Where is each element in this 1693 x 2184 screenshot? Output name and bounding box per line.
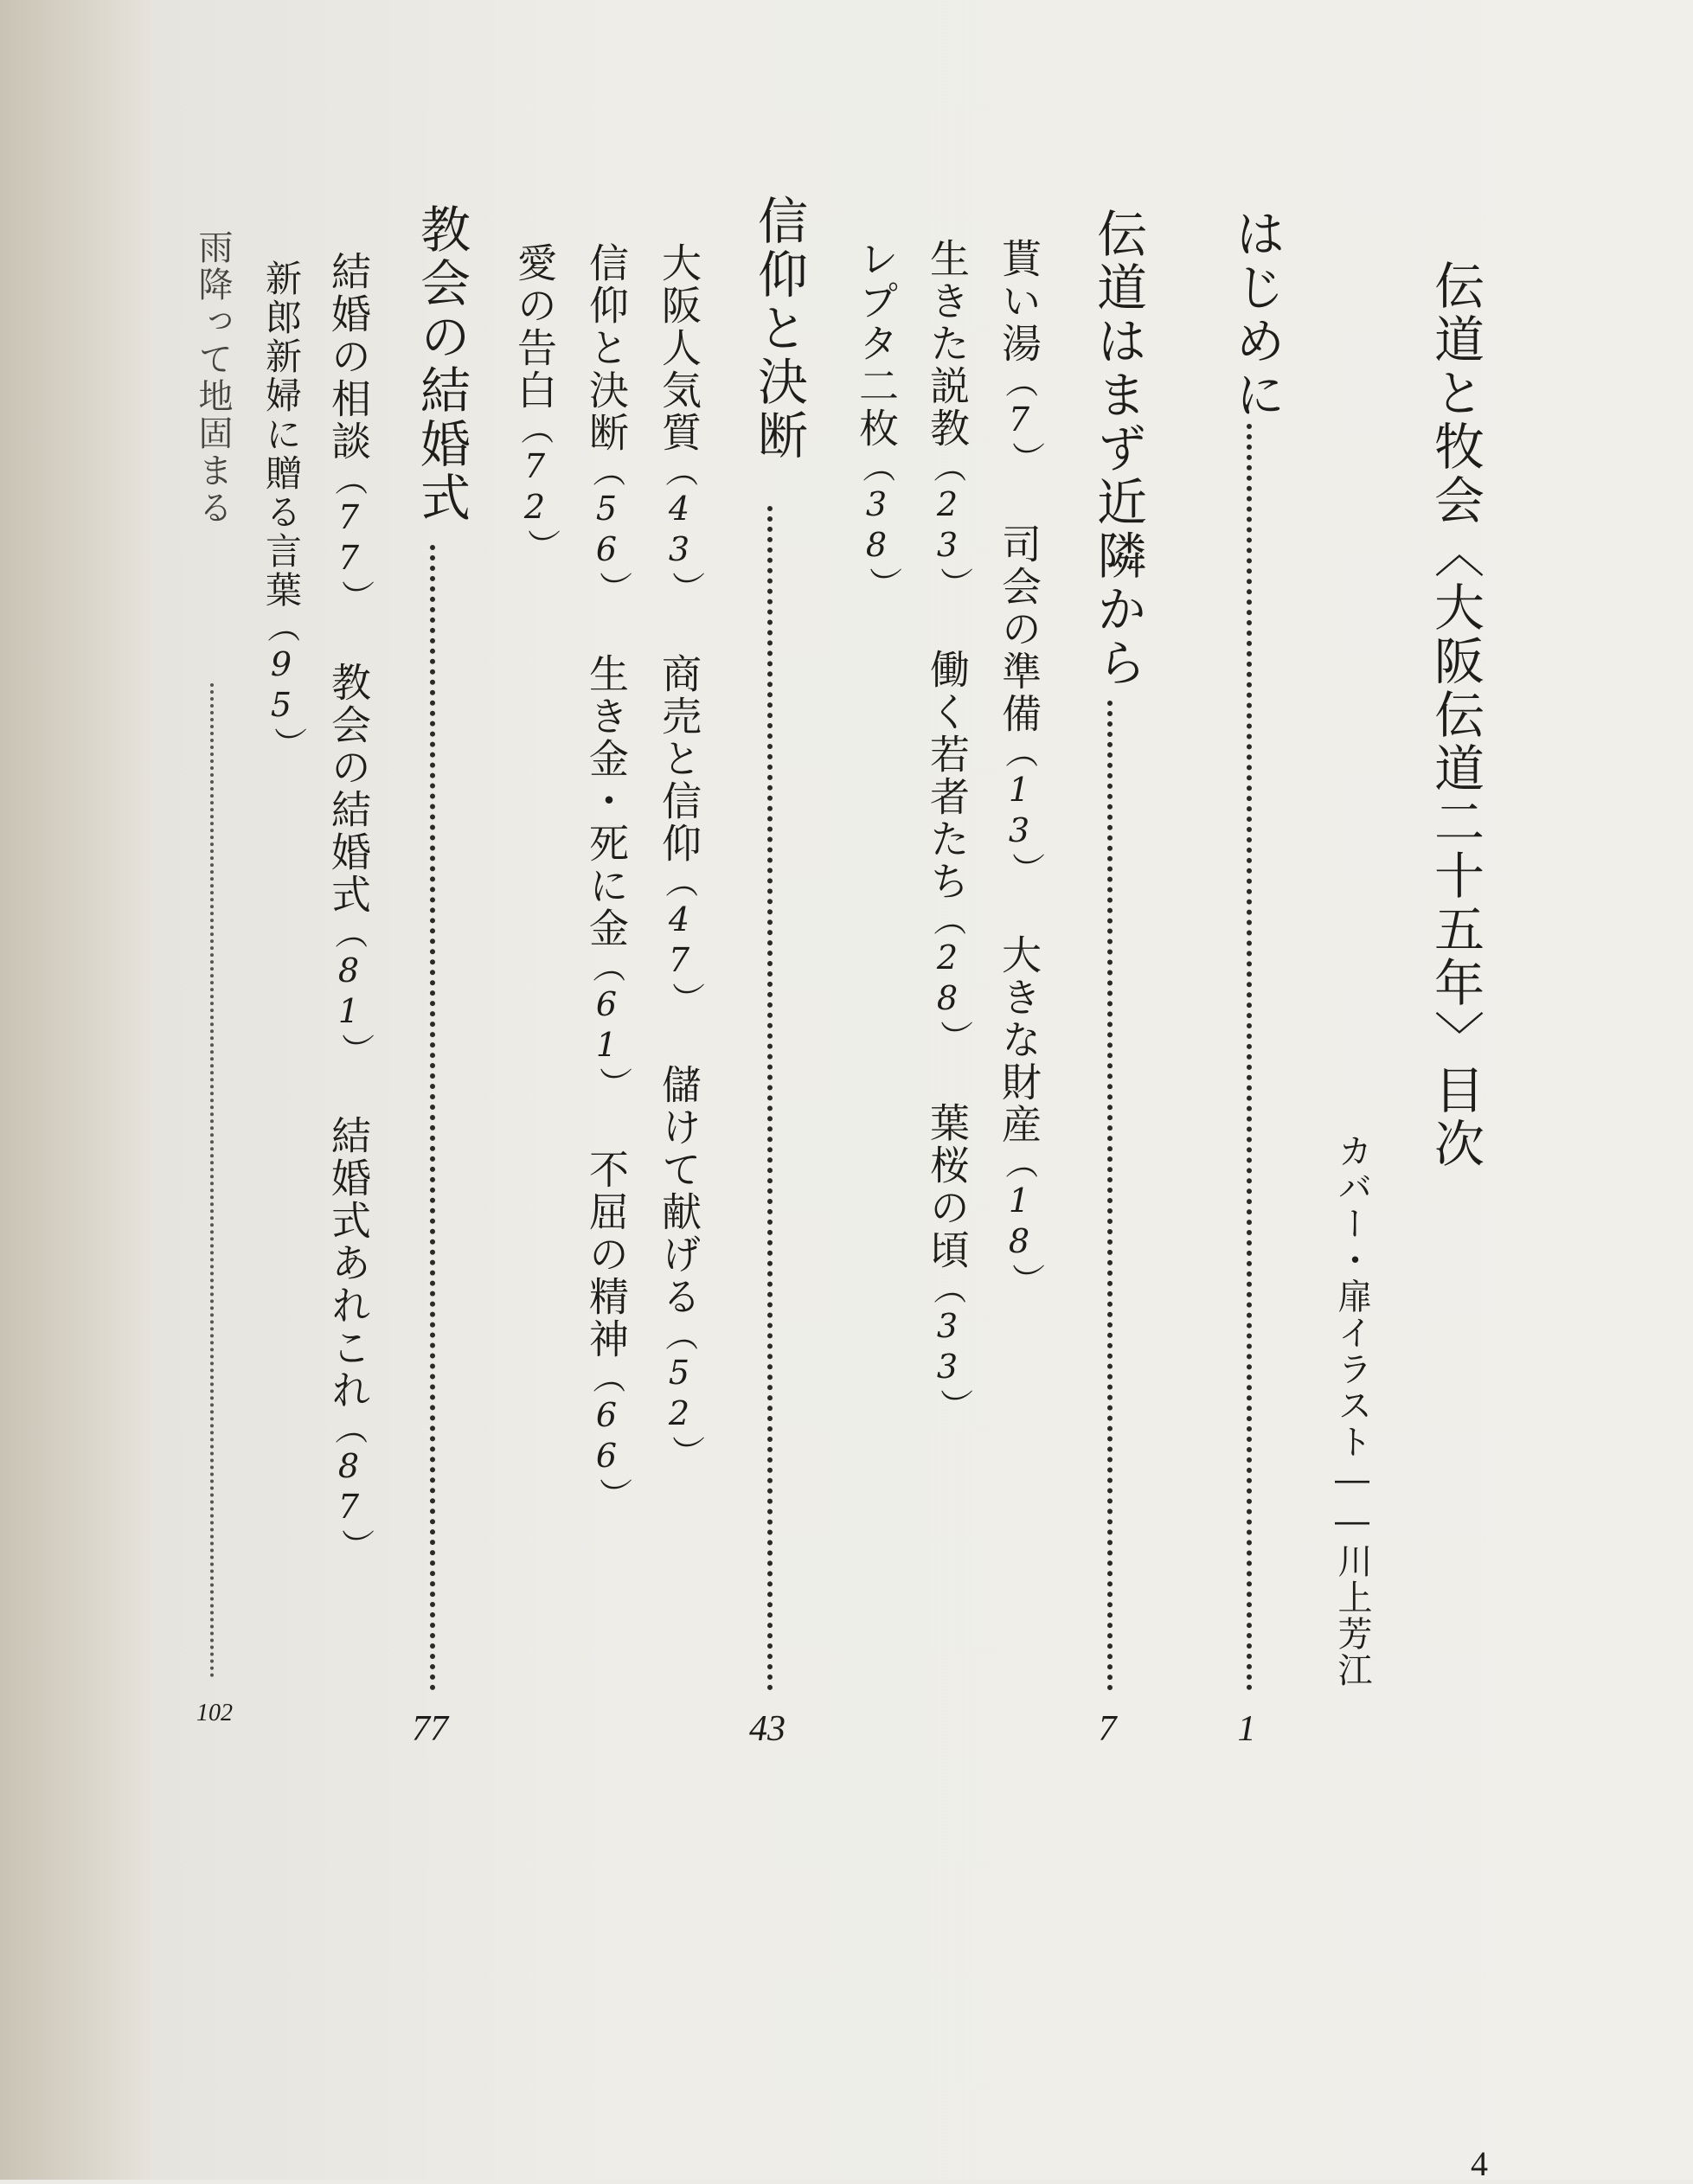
section-page-number: 66 xyxy=(587,1396,625,1477)
section-title[interactable]: 新郎新婦に贈る言葉 xyxy=(260,259,303,610)
section-page-number: 87 xyxy=(330,1447,368,1528)
section-title[interactable]: 商売と信仰 xyxy=(656,653,702,865)
section-line: 愛の告白（72） xyxy=(511,242,558,564)
section-page-number: 38 xyxy=(857,485,895,567)
section-title[interactable]: 儲けて献げる xyxy=(656,1064,702,1318)
chapter-title-4[interactable]: 雨降って地固まる xyxy=(193,229,233,527)
section-line: 貰い湯（7）司会の準備（13）大きな財産（18） xyxy=(996,238,1042,1298)
section-line: レプタ二枚（38） xyxy=(853,238,900,602)
section-line: 新郎新婦に贈る言葉（95） xyxy=(260,259,303,762)
section-page-number: 81 xyxy=(330,951,368,1033)
chapter-page-number: 7 xyxy=(1098,1709,1117,1749)
book-gutter-shadow xyxy=(0,0,151,2180)
section-title[interactable]: 教会の結婚式 xyxy=(325,662,372,916)
section-line: 生きた説教（23）働く若者たち（28）葉桜の頃（33） xyxy=(924,238,971,1424)
leader-dots xyxy=(767,506,773,1691)
section-title[interactable]: 不屈の精神 xyxy=(583,1149,630,1361)
chapter-page-number: 1 xyxy=(1237,1709,1256,1749)
chapter-page-number: 77 xyxy=(412,1709,448,1749)
section-title[interactable]: 結婚の相談 xyxy=(325,251,372,463)
section-line: 結婚の相談（77）教会の結婚式（81）結婚式あれこれ（87） xyxy=(325,251,372,1564)
section-page-number: 43 xyxy=(660,490,698,571)
section-title[interactable]: 葉桜の頃 xyxy=(924,1102,971,1271)
section-page-number: 72 xyxy=(516,447,554,528)
leader-dots xyxy=(210,683,214,1678)
section-title[interactable]: レプタ二枚 xyxy=(853,238,900,450)
section-page-number: 52 xyxy=(660,1354,698,1435)
chapter-title-intro[interactable]: はじめに xyxy=(1227,208,1286,422)
leader-dots xyxy=(430,545,435,1691)
section-page-number: 61 xyxy=(587,985,625,1066)
section-title[interactable]: 司会の準備 xyxy=(996,523,1042,735)
section-page-number: 95 xyxy=(262,645,300,727)
section-title[interactable]: 大阪人気質 xyxy=(656,242,702,454)
section-title[interactable]: 生き金・死に金 xyxy=(583,653,630,950)
section-page-number: 47 xyxy=(660,900,698,982)
section-page-number: 28 xyxy=(928,938,966,1020)
section-page-number: 13 xyxy=(1000,771,1038,852)
chapter-title-3[interactable]: 教会の結婚式 xyxy=(412,203,471,525)
section-title[interactable]: 生きた説教 xyxy=(924,238,971,450)
section-title[interactable]: 働く若者たち xyxy=(924,649,971,903)
toc-title: 伝道と牧会〈大阪伝道二十五年〉目次 xyxy=(1426,259,1485,1171)
section-page-number: 23 xyxy=(928,485,966,567)
leader-dots xyxy=(1107,701,1113,1691)
section-title[interactable]: 信仰と決断 xyxy=(583,242,630,454)
chapter-title-1[interactable]: 伝道はまず近隣から xyxy=(1088,208,1147,690)
page-folio-number: 4 xyxy=(1471,2144,1488,2183)
section-title[interactable]: 結婚式あれこれ xyxy=(325,1115,372,1412)
section-title[interactable]: 大きな財産 xyxy=(996,934,1042,1146)
chapter-title-2[interactable]: 信仰と決断 xyxy=(749,195,808,463)
chapter-page-number: 43 xyxy=(749,1709,786,1749)
section-line: 信仰と決断（56）生き金・死に金（61）不屈の精神（66） xyxy=(583,242,630,1513)
section-line: 大阪人気質（43）商売と信仰（47）儲けて献げる（52） xyxy=(656,242,702,1470)
section-title[interactable]: 貰い湯 xyxy=(996,238,1042,365)
section-page-number: 56 xyxy=(587,490,625,571)
leader-dots xyxy=(1247,424,1252,1691)
section-page-number: 77 xyxy=(330,498,368,580)
section-title[interactable]: 愛の告白 xyxy=(511,242,558,412)
section-page-number: 18 xyxy=(1000,1182,1038,1263)
cover-illustration-credit: カバー・扉イラスト――川上芳江 xyxy=(1332,1133,1372,1688)
section-page-number: 33 xyxy=(928,1307,966,1388)
chapter-page-number: 102 xyxy=(196,1700,233,1726)
section-page-number: 7 xyxy=(1000,400,1038,441)
